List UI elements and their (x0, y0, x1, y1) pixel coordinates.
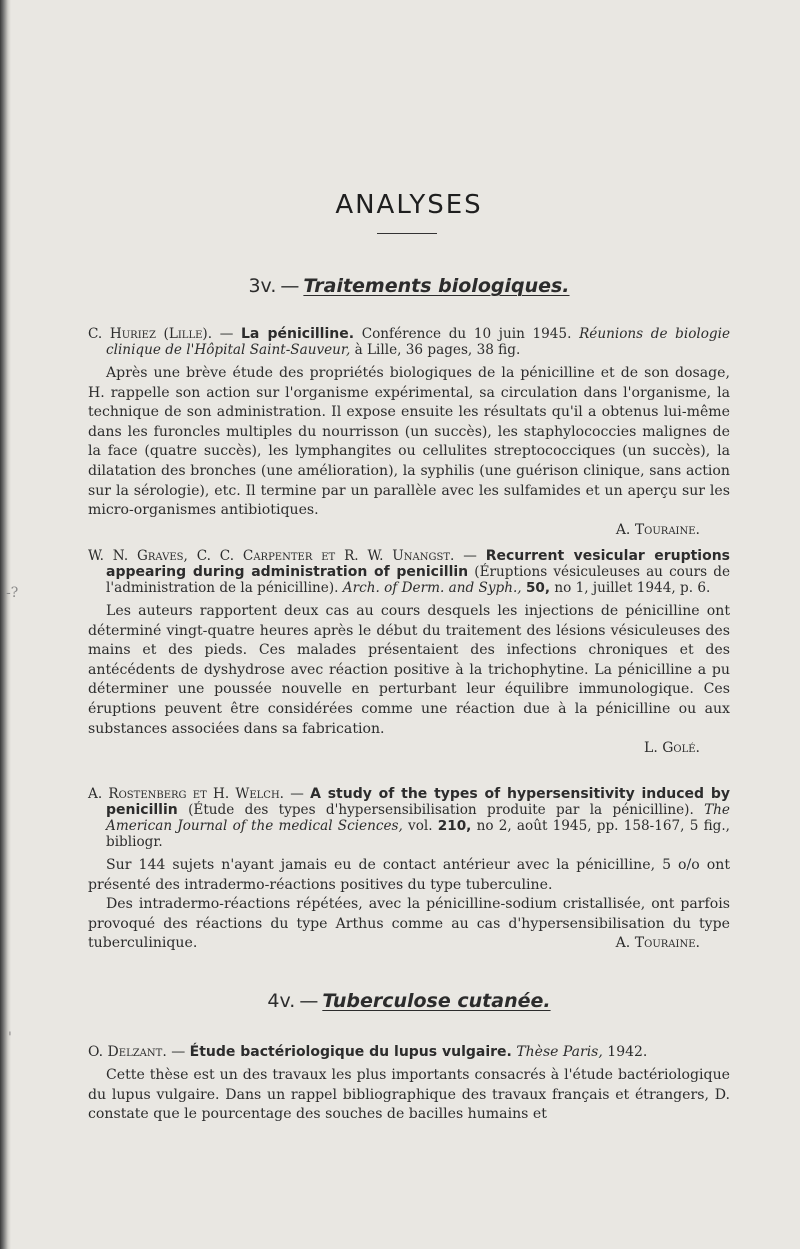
entry-signature (88, 739, 730, 759)
entry-authors: W. N. Graves, C. C. Carpenter et R. W. Unangst. (88, 548, 455, 564)
entry-ref-plain: Conférence du 10 juin 1945. (361, 326, 572, 342)
entry-ref-tail: à Lille, 36 pages, 38 fig. (354, 342, 521, 358)
entry-body: Cette thèse est un des travaux les plus importants consacrés à l'étude bactériologique du lupus vulgaire. Dans un rappel bibliographique des travaux français et étrangers, D. constate que le pourcentage des souches de bacilles humains et (88, 1067, 730, 1123)
section-number: 3v. (248, 275, 277, 297)
entry-delzant (88, 1044, 730, 1125)
entry-signature: A. Touraine. (615, 935, 700, 952)
entry-signature (88, 521, 730, 541)
entry-dash: — (290, 786, 304, 802)
title-rule (377, 233, 437, 234)
entry-ref-italic: Arch. of Derm. and Syph., (342, 580, 522, 596)
entry-ref-tail: no 1, juillet 1944, p. 6. (554, 580, 711, 596)
entry-title: Étude bactériologique du lupus vulgaire. (189, 1044, 512, 1060)
section-heading-3v (88, 275, 730, 297)
section-dash: — (299, 990, 319, 1012)
entry-rostenberg (88, 786, 730, 954)
entry-body-2 (88, 895, 730, 954)
entry-dash: — (171, 1044, 186, 1060)
entry-huriez (88, 326, 730, 540)
entry-authors: O. Delzant. (88, 1044, 167, 1060)
section-title: Tuberculose cutanée. (322, 990, 551, 1012)
entry-dash: — (219, 326, 234, 342)
section-heading-4v (88, 990, 730, 1012)
entry-ref-plain: (Éruptions vésiculeuses au cours de l'administration de la pénicilline). (106, 564, 730, 596)
entry-title: Recurrent vesicular eruptions appearing during administration of penicillin (106, 548, 731, 580)
signature-text: A. Touraine. (615, 521, 700, 538)
entry-reference (88, 1044, 730, 1060)
entry-graves (88, 548, 730, 759)
page-binding-edge (0, 0, 11, 1249)
entry-body: Après une brève étude des propriétés biologiques de la pénicilline et de son dosage, H. rappelle son action sur l'organisme expérimental, sa circulation dans l'organisme, la technique de son administration. Il expose ensuite les résultats qu'il a obtenus lui-même dans les furoncles multiples du nourrisson (un succès), les staphylococcies malignes de la face (quatre succès), les lymphangites ou cellulites streptococciques (un succès), la dilatation des bronches (une amélioration), la syphilis (une guérison clinique, sans action sur la sérologie), etc. Il termine par un parallèle avec les sulfamides et un aperçu sur les micro-organismes antibiotiques. (88, 365, 730, 519)
entry-authors: A. Rostenberg et H. Welch. (88, 786, 284, 802)
entry-volume: 50, (525, 580, 551, 596)
entry-body-2-text: Des intradermo-réactions répétées, avec la pénicilline-sodium cristallisée, ont parfois provoqué des réactions du type Arthus comme au cas d'hypersensibilisation du type tuberculinique. (88, 896, 730, 952)
entry-title: La pénicilline. (240, 326, 355, 342)
section-number: 4v. (267, 990, 296, 1012)
entry-reference (88, 786, 730, 850)
margin-mark: ' (8, 1030, 12, 1046)
entry-ref-italic: Réunions de biologie clinique de l'Hôpital Saint-Sauveur, (106, 326, 731, 358)
entry-ref-italic: The American Journal of the medical Sciences, (106, 802, 730, 834)
section-title: Traitements biologiques. (303, 275, 570, 297)
margin-mark: -? (6, 585, 19, 601)
entry-authors: C. Huriez (Lille). (88, 326, 213, 342)
entry-volume: 210, (437, 818, 472, 834)
entry-title: A study of the types of hypersensitivity induced by penicillin (106, 786, 731, 818)
signature-text: L. Golé. (644, 740, 700, 757)
entry-reference (88, 326, 730, 358)
page-title: ANALYSES (335, 190, 483, 220)
entry-body: Sur 144 sujets n'ayant jamais eu de contact antérieur avec la pénicilline, 5 o/o ont présenté des intradermo-réactions positives du type tuberculine. (88, 857, 730, 893)
entry-ref-mid: vol. (408, 818, 433, 834)
entry-dash: — (463, 548, 477, 564)
entry-ref-tail: no 2, août 1945, pp. 158-167, 5 fig., bibliogr. (106, 818, 730, 850)
entry-body: Les auteurs rapportent deux cas au cours desquels les injections de pénicilline ont déterminé vingt-quatre heures après le début du traitement des lésions vésiculeuses des mains et des pieds. Ces malades présentaient des infections chroniques et des antécédents de dyshydrose avec réaction positive à la trichophytine. La pénicilline a pu déterminer une poussée nouvelle en perturbant leur équilibre immunologique. Ces éruptions peuvent être considérées comme une réaction due à la pénicilline ou aux substances associées dans sa fabrication. (88, 603, 730, 737)
section-dash: — (280, 275, 300, 297)
entry-reference (88, 548, 730, 596)
entry-ref-italic: Thèse Paris, (516, 1044, 603, 1060)
entry-ref-tail: 1942. (607, 1044, 648, 1060)
entry-ref-plain: (Étude des types d'hypersensibilisation produite par la pénicilline). (188, 802, 694, 818)
